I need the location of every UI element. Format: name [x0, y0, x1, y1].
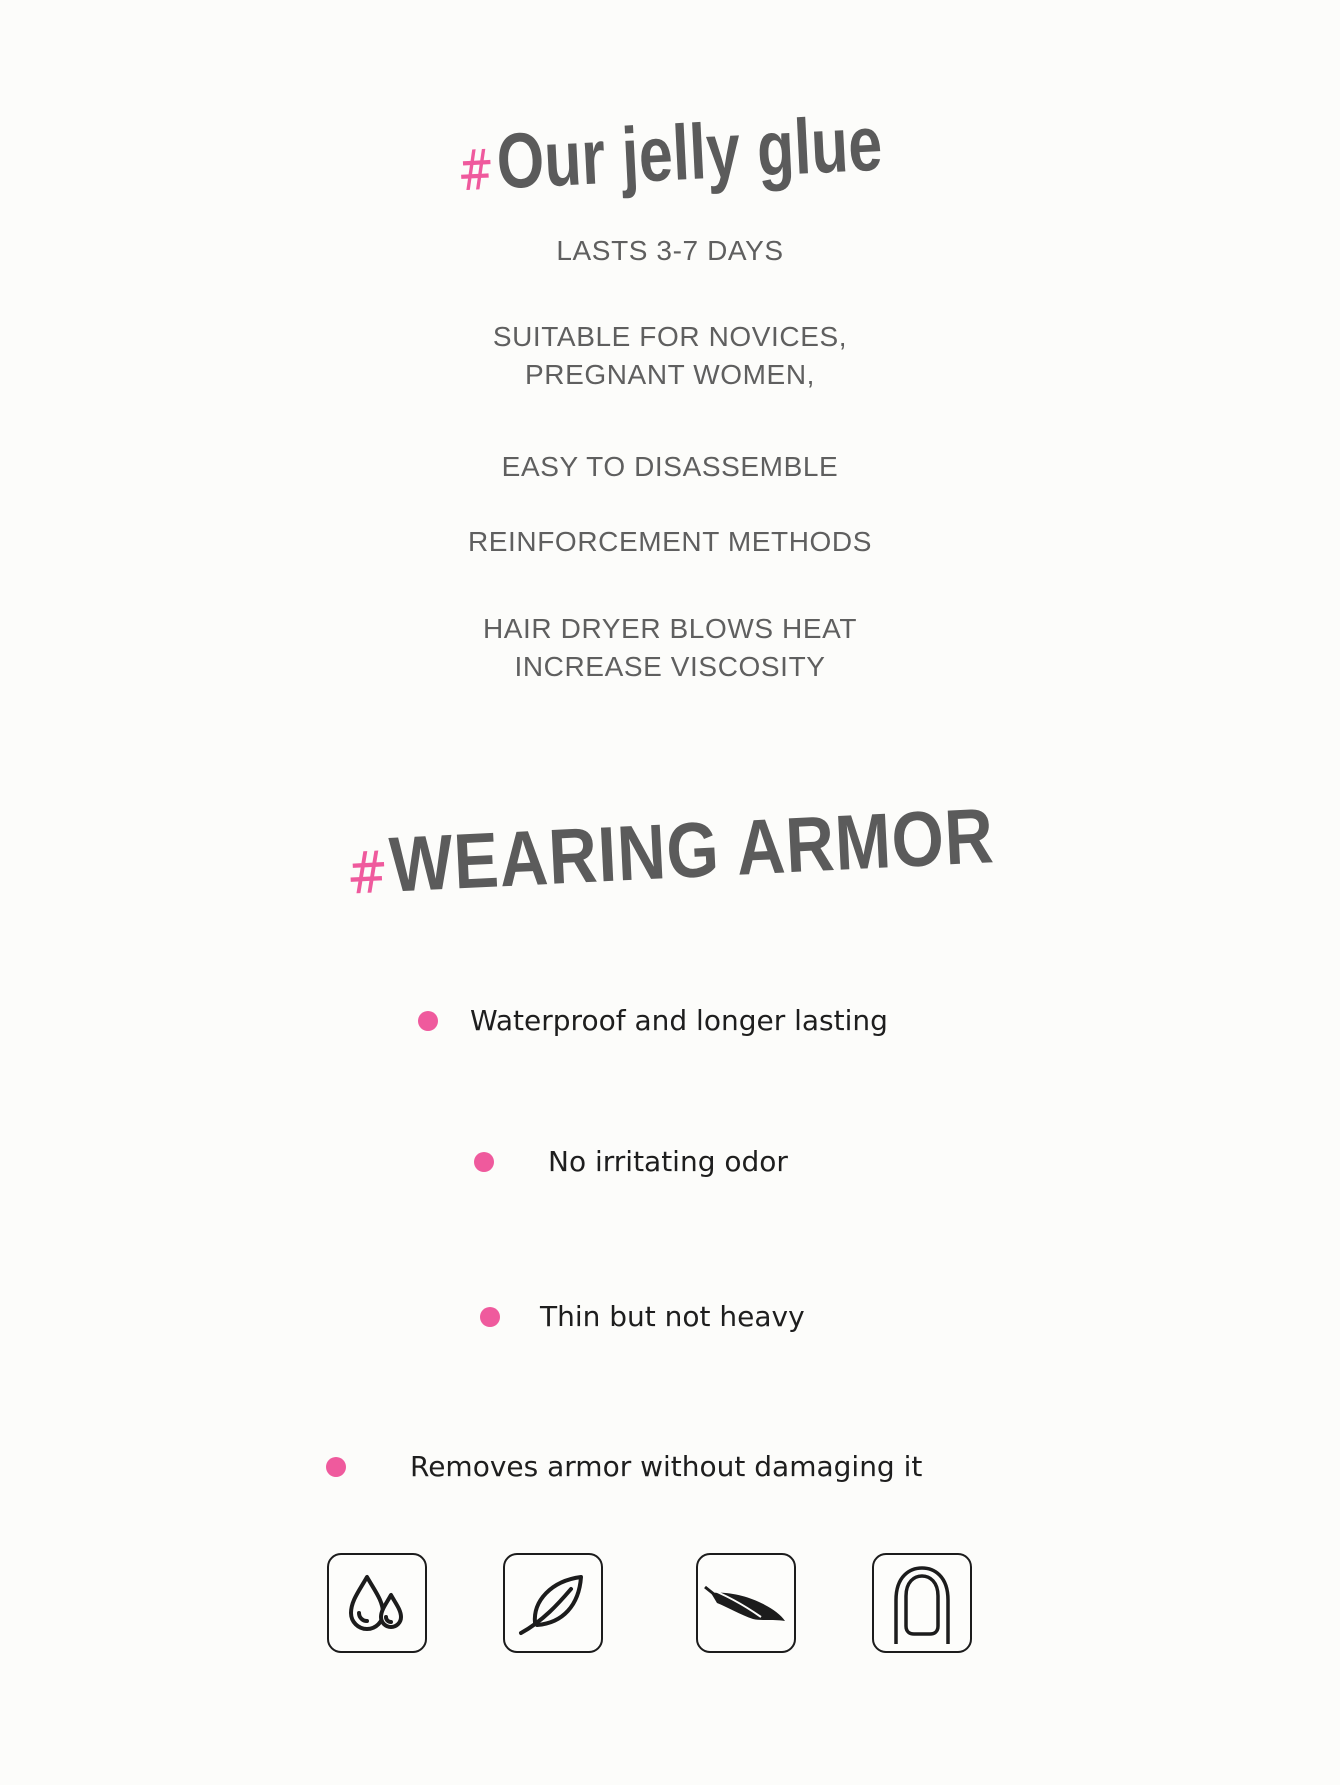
jelly-glue-title: Our jelly glue — [495, 98, 885, 206]
feature-lasts: LASTS 3-7 DAYS — [556, 235, 784, 266]
bullet-dot — [474, 1152, 494, 1172]
bullet-dot — [418, 1011, 438, 1031]
bullet-dot — [480, 1307, 500, 1327]
hash-symbol: # — [344, 837, 390, 908]
bullet-dot — [326, 1457, 346, 1477]
feature-hair-dryer: HAIR DRYER BLOWS HEAT INCREASE VISCOSITY — [482, 613, 858, 682]
nail-icon — [872, 1553, 972, 1653]
bullet-removes-armor: Removes armor without damaging it — [326, 1450, 922, 1483]
leaf-icon — [503, 1553, 603, 1653]
feature-suitable: SUITABLE FOR NOVICES, PREGNANT WOMEN, — [492, 321, 848, 390]
wearing-armor-title: WEARING ARMOR — [387, 791, 996, 909]
water-drops-icon — [327, 1553, 427, 1653]
feature-easy-disassemble: EASY TO DISASSEMBLE — [501, 451, 839, 482]
feather-icon — [696, 1553, 796, 1653]
jelly-glue-heading — [0, 98, 1340, 206]
bullet-waterproof: Waterproof and longer lasting — [418, 1004, 888, 1037]
wearing-armor-heading — [0, 791, 1340, 909]
hash-symbol: # — [456, 137, 497, 205]
bullet-thin: Thin but not heavy — [480, 1300, 805, 1333]
feature-reinforcement: REINFORCEMENT METHODS — [467, 526, 873, 557]
bullet-no-odor: No irritating odor — [474, 1145, 788, 1178]
